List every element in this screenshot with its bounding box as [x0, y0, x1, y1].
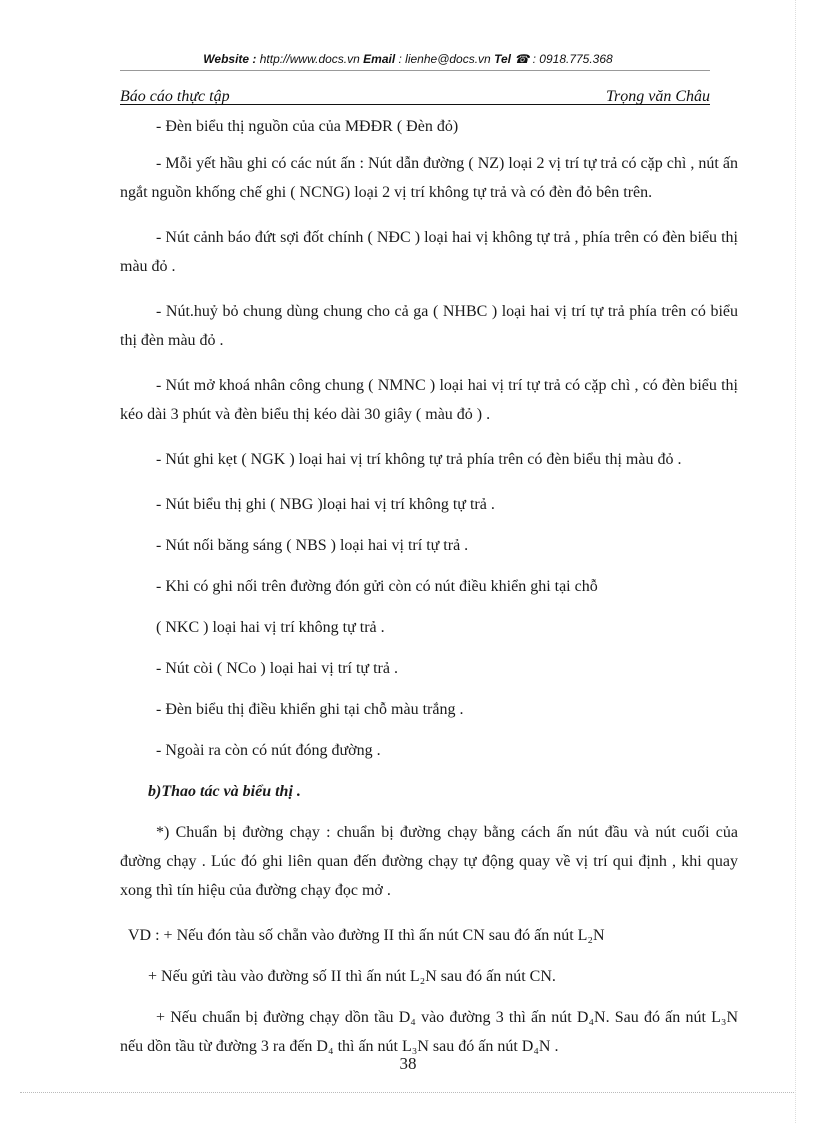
email-label: Email [363, 52, 396, 66]
report-title: Báo cáo thực tập [120, 88, 230, 105]
document-body [120, 112, 738, 1077]
example-2: + Nếu gửi tàu vào đường số II thì ấn nút L₂N sau đó ấn nút CN. [148, 968, 556, 985]
paragraph: - Mỗi yết hầu ghi có các nút ấn : Nút dẫn đường ( NZ) loại 2 vị trí tự trả có cặp chì , nút ấn ngắt nguồn khống chế ghi ( NCNG) loại 2 vị trí không tự trả và có đèn đỏ bên trên. [120, 155, 738, 201]
section-heading: b)Thao tác và biểu thị . [148, 783, 301, 800]
footer-divider [20, 1092, 796, 1093]
example-3: + Nếu chuẩn bị đường chạy dồn tầu D₄ vào đường 3 thì ấn nút D₄N. Sau đó ấn nút L₃N nếu dồn tầu từ đường 3 ra đến D₄ thì ấn nút L₃N sau đó ấn nút D₄N . [120, 1009, 738, 1055]
website-link[interactable]: http://www.docs.vn [259, 52, 360, 66]
tel-number: : 0918.775.368 [532, 52, 613, 66]
side-divider [795, 0, 796, 1123]
paragraph: - Nút ghi kẹt ( NGK ) loại hai vị trí không tự trả phía trên có đèn biểu thị màu đỏ . [156, 451, 682, 468]
paragraph: - Nút còi ( NCo ) loại hai vị trí tự trả . [156, 660, 398, 677]
report-author: Trọng văn Châu [605, 88, 710, 105]
example-1: VD : + Nếu đón tàu số chẵn vào đường II thì ấn nút CN sau đó ấn nút L₂N [128, 927, 605, 944]
paragraph: - Nút.huỷ bỏ chung dùng chung cho cả ga ( NHBC ) loại hai vị trí tự trả phía trên có biểu thị đèn màu đỏ . [120, 303, 738, 349]
paragraph: - Nút cảnh báo đứt sợi đốt chính ( NĐC ) loại hai vị không tự trả , phía trên có đèn biểu thị màu đỏ . [120, 229, 738, 275]
paragraph: - Ngoài ra còn có nút đóng đường . [156, 742, 381, 759]
paragraph: - Khi có ghi nối trên đường đón gửi còn có nút điều khiển ghi tại chỗ [156, 578, 598, 595]
phone-icon: ☎ [514, 52, 530, 66]
paragraph: - Đèn biểu thị nguồn của của MĐĐR ( Đèn đỏ) [156, 118, 459, 135]
paragraph: - Nút nối băng sáng ( NBS ) loại hai vị trí tự trả . [156, 537, 469, 554]
header-divider [120, 70, 710, 71]
email-link[interactable]: : lienhe@docs.vn [398, 52, 491, 66]
paragraph: - Nút mở khoá nhân công chung ( NMNC ) loại hai vị trí tự trả có cặp chì , có đèn biểu thị kéo dài 3 phút và đèn biểu thị kéo dài 30 giây ( màu đỏ ) . [120, 377, 738, 423]
report-header-rule [120, 104, 710, 105]
paragraph-prepare: *) Chuẩn bị đường chạy : chuẩn bị đường chạy bằng cách ấn nút đầu và nút cuối của đường chạy . Lúc đó ghi liên quan đến đường chạy tự động quay về vị trí qui định , khi quay xong thì tín hiệu của đường chạy đọc mở . [120, 824, 738, 899]
page-number: 38 [399, 1054, 417, 1073]
site-header [0, 52, 816, 66]
report-header [120, 88, 710, 108]
paragraph: - Nút biểu thị ghi ( NBG )loại hai vị trí không tự trả . [156, 496, 495, 513]
paragraph: - Đèn biểu thị điều khiển ghi tại chỗ màu trắng . [156, 701, 464, 718]
website-label: Website : [203, 52, 257, 66]
paragraph: ( NKC ) loại hai vị trí không tự trả . [156, 619, 385, 636]
tel-label: Tel [494, 52, 511, 66]
